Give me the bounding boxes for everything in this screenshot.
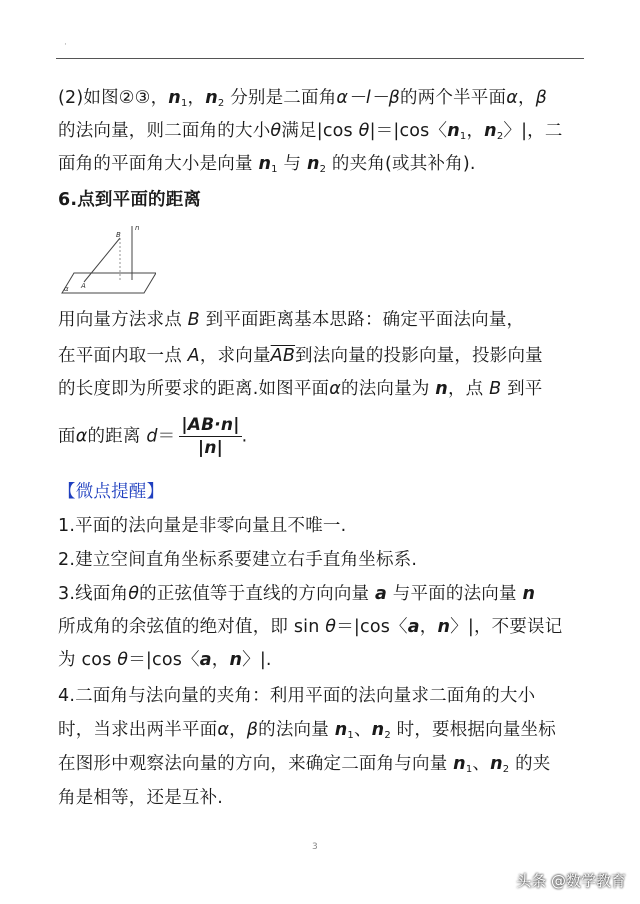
tip-4-line-1: 4.二面角与法向量的夹角：利用平面的法向量求二面角的大小 — [58, 686, 536, 706]
tip-4-line-2: 时，当求出两半平面α，β的法向量 $n_1$、$n_2$ 时，要根据向量坐标 — [58, 720, 556, 741]
figure-label-b: B — [116, 231, 121, 239]
header-mark: · — [64, 40, 67, 50]
tips-title: 【微点提醒】 — [58, 482, 165, 502]
distance-line-4: 面α的距离 d＝ $\frac{|AB\cdot n|}{|n|}$ . — [58, 415, 248, 458]
intro-line-1: (2)如图②③，$n_1$，$n_2$ 分别是二面角α－l－β的两个半平面α，β — [58, 88, 548, 109]
distance-line-2: 在平面内取一点 A，求向量$\overline{AB}$到法向量的投影向量，投影向量 — [58, 346, 543, 366]
tip-3-line-2: 所成角的余弦值的绝对值，即 sin θ＝|cos〈a，n〉|，不要误记 — [58, 617, 563, 637]
distance-figure — [56, 218, 156, 298]
distance-line-3: 的长度即为所要求的距离.如图平面α的法向量为 n，点 B 到平 — [58, 379, 543, 399]
intro-line-2: 的法向量，则二面角的大小θ满足|cos θ|＝|cos〈$n_1$，$n_2$〉|，二 — [58, 121, 563, 142]
figure-label-n: n — [135, 224, 140, 232]
figure-label-alpha: α — [64, 285, 69, 293]
distance-formula — [179, 414, 241, 459]
header-rule — [56, 58, 584, 59]
tip-4-line-4: 角是相等，还是互补. — [58, 788, 224, 808]
intro-line-3: 面角的平面角大小是向量 $n_1$ 与 $n_2$ 的夹角(或其补角). — [58, 154, 476, 175]
tip-3-line-1: 3.线面角θ的正弦值等于直线的方向向量 a 与平面的法向量 n — [58, 584, 536, 604]
tip-1: 1.平面的法向量是非零向量且不唯一. — [58, 516, 347, 536]
page-number: 3 — [312, 842, 318, 852]
formula-denominator: |n| — [197, 438, 224, 458]
section-heading-6: 6.点到平面的距离 — [58, 190, 202, 210]
figure-label-a: A — [81, 282, 86, 290]
formula-numerator: |AB·n| — [181, 415, 240, 435]
tip-2: 2.建立空间直角坐标系要建立右手直角坐标系. — [58, 550, 418, 570]
distance-line-1: 用向量方法求点 B 到平面距离基本思路：确定平面法向量， — [58, 310, 525, 330]
watermark: 头条 @数学教育 — [516, 872, 626, 890]
tip-3-line-3: 为 cos θ＝|cos〈a，n〉|. — [58, 650, 272, 670]
tip-4-line-3: 在图形中观察法向量的方向，来确定二面角与向量 $n_1$、$n_2$ 的夹 — [58, 754, 551, 775]
